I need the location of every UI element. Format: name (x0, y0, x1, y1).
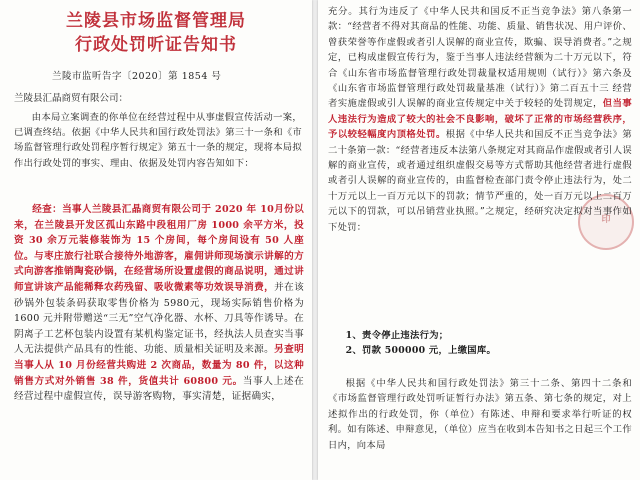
hearing-rights-paragraph: 根据《中华人民共和国行政处罚法》第三十二条、第四十二条和《市场监督管理行政处罚听证暂行办法》第五条、第七条的规定，对上述拟作出的行政处罚，你（单位）有陈述、申辩和要求举行听证的权利。如有陈述、申辩意见，（单位）应当在收到本告知书之日起三个工作日内，向本局 (328, 378, 632, 451)
agency-title: 兰陵县市场监督管理局 (66, 11, 246, 31)
official-seal-stamp: 印 (578, 194, 634, 250)
facts-text-2: 当事人上述在经营过程中虚假宣传，误导游客购物，事实清楚，证据确实， (14, 375, 304, 403)
notice-page-left (0, 0, 312, 480)
facts-text-1: 并在该砂锅外包装条码获取零售价格为 5980元，现场实际销售价格为 1600 元并附带赠送“三无”空气净化器、水杯、刀具等作诱导。在阴离子工艺杯包装内设置有某机构鉴定证书，经执法人员查实当事人无法提供产品具有的性能、功能、质量相关证明及来源。 (14, 281, 304, 356)
notice-page-right (318, 0, 640, 480)
legal-basis-paragraph (328, 4, 632, 235)
addressee: 兰陵县汇晶商贸有限公司： (14, 93, 129, 104)
intro-paragraph: 由本局立案调查的你单位在经营过程中从事虚假宣传活动一案，已调查终结。依据《中华人民共和国行政处罚法》第三十一条和《市场监督管理行政处罚程序暂行规定》第五十一条的规定，现将本局拟作出行政处罚的事实、理由、依据及处罚内容告知如下： (14, 112, 302, 169)
penalty-item-1: 1、责令停止违法行为； (345, 330, 449, 341)
facts-highlight-2: 另查明当事人从 10 月份经营共购进 2 次商品，数量为 80 件，以这种销售方式对外销售 38 件，货值共计 60800 元。 (14, 344, 304, 387)
legal-basis-text-1: 充分。其行为违反了《中华人民共和国反不正当竞争法》第八条第一款：“经营者不得对其商品的性能、功能、质量、销售状况、用户评价、曾获荣誉等作虚假或者引人误解的商业宣传，欺骗、误导消费者。”之规定，已构成虚假宣传行为，鉴于当事人违法经营额为二十万元以下，符合《山东省市场监督管理行政处罚裁量权适用规则（试行）》第六条及《山东省市场监督管理行政处罚裁量基准（试行）》第二百五十三 经营者实施虚假或引人误解的商业宣传规定中关于较轻的处罚规定， (328, 6, 632, 110)
legal-basis-text-2: 根据《中华人民共和国反不正当竞争法》第二十条第一款：“经营者违反本法第八条规定对其商品作虚假或者引人误解的商业宣传，或者通过组织虚假交易等方式帮助其他经营者进行虚假或者引人误解的商业宣传的，由监督检查部门责令停止违法行为，处二十万元以上一百万元以下的罚款；情节严重的，处一百万元以上二百万元以下的罚款，可以吊销营业执照。”之规定，经研究决定拟对当事作如下处罚： (328, 129, 632, 233)
legal-basis-highlight: 但当事人违法行为造成了较大的社会不良影响，破坏了正常的市场经营秩序，予以较轻幅度内顶格处罚。 (328, 98, 632, 141)
facts-intro: 经查： (32, 204, 63, 215)
penalty-item-2: 2、罚款 500000 元，上缴国库。 (345, 345, 497, 357)
document-number: 兰陵市监听告字〔2020〕第 1854 号 (52, 71, 222, 82)
facts-highlight-1: 当事人兰陵县汇晶商贸有限公司于 2020 年 10月份以来，在兰陵县开发区孤山东路中段租用厂房 1000 余平方米，投资 30 余万元装修装饰为 15 个房间，每个房间设有 50 人座位。与枣庄旅行社联合接待外地游客，雇佣讲师现场演示讲解的方式向游客推销陶瓷砂锅，在经营场所设置虚假的商品说明，通过讲师宣讲该产品能稀释农药残留、吸收微素等功效误导消费， (14, 204, 304, 293)
penalty-list (328, 328, 632, 359)
facts-paragraph (14, 202, 304, 405)
document-title: 行政处罚听证告知书 (75, 35, 237, 55)
